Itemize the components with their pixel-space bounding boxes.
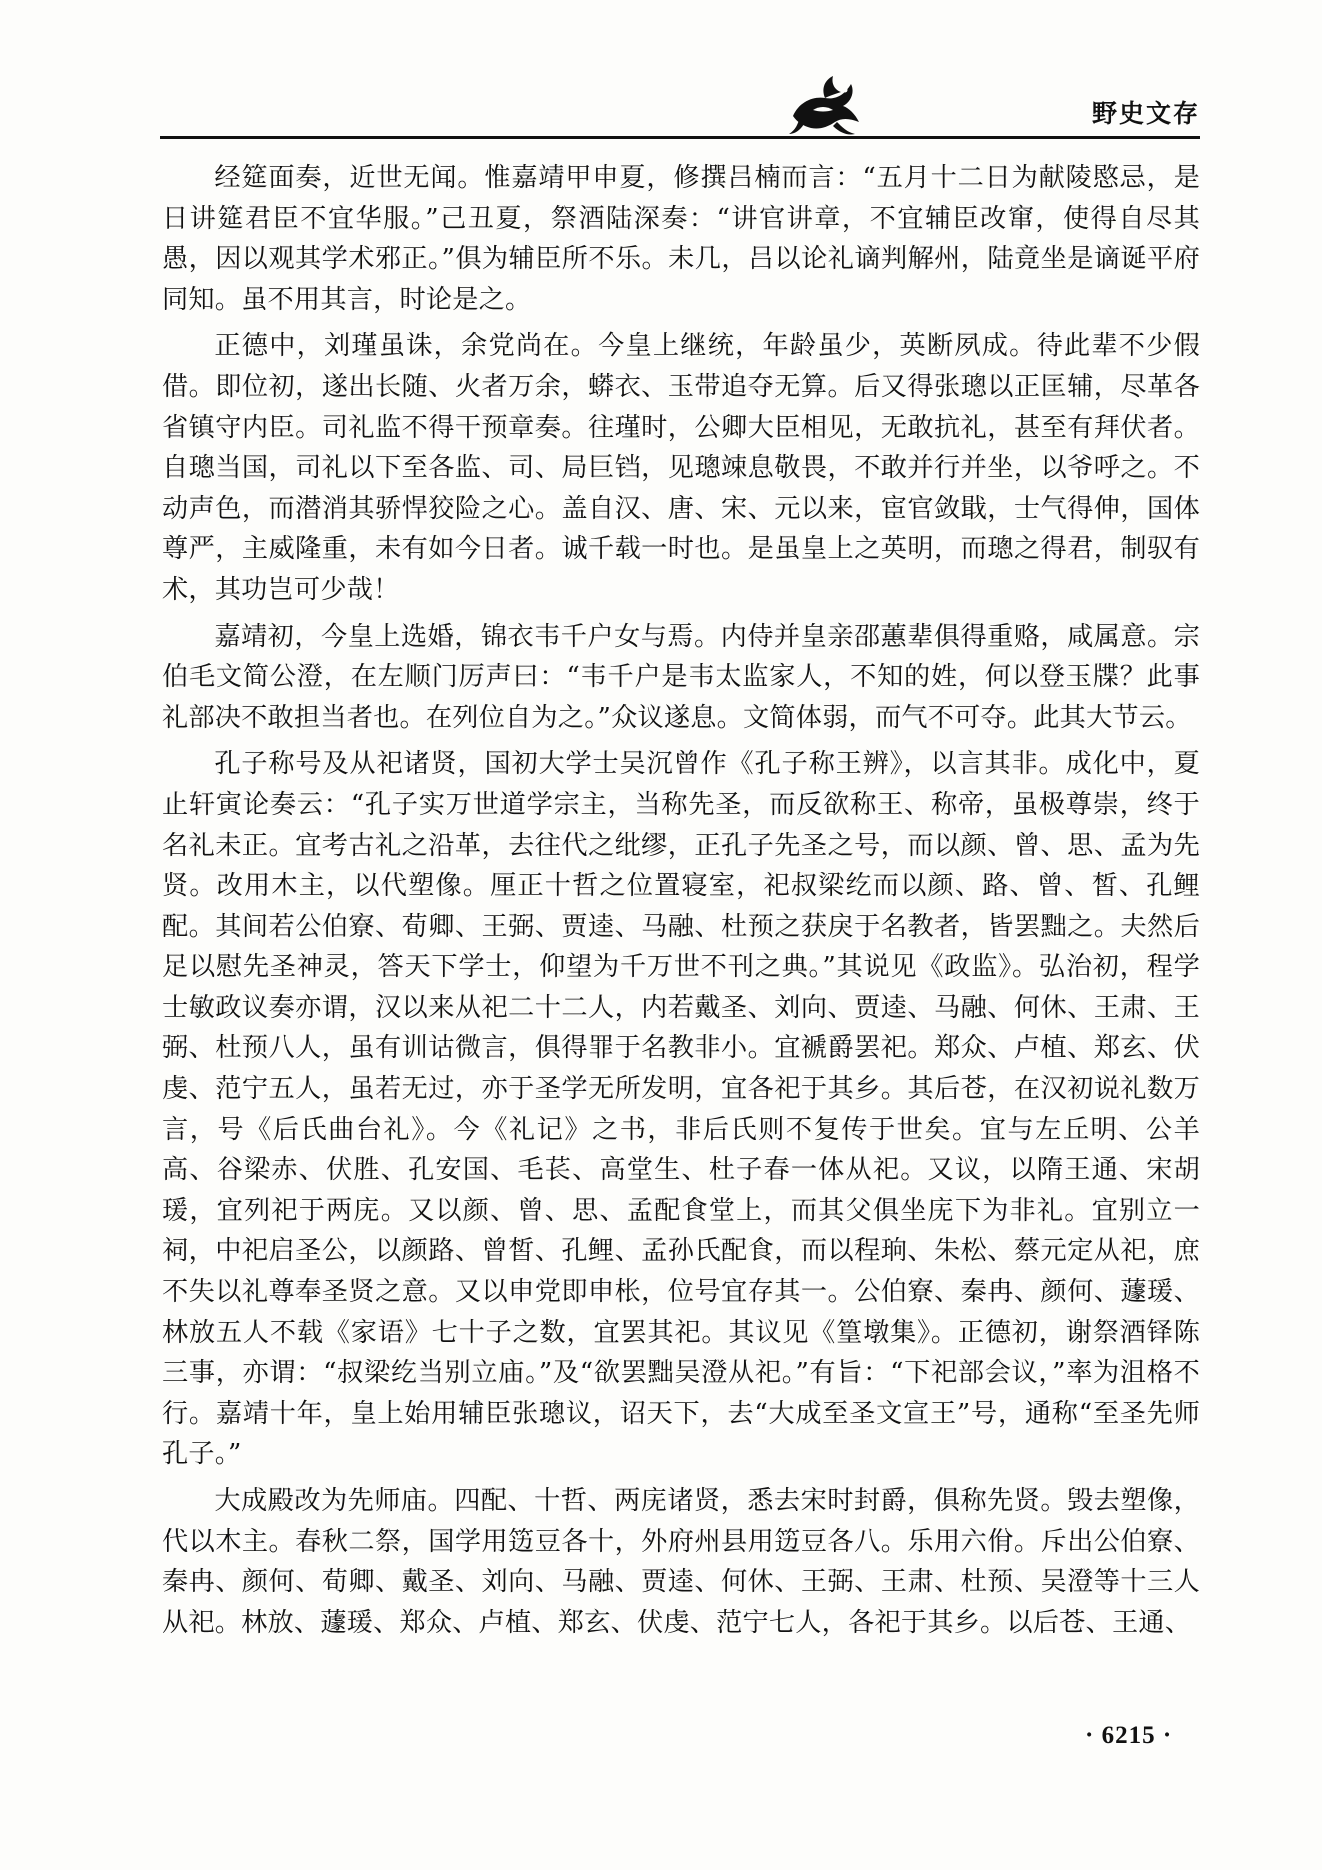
paragraph-5: 大成殿改为先师庙。四配、十哲、两庑诸贤，悉去宋时封爵，俱称先贤。毁去塑像，代以木主。春秋二祭，国学用笾豆各十，外府州县用笾豆各八。乐用六佾。斥出公伯寮、秦冉、颜何、荀卿、戴圣、刘向、马融、贾逵、何休、王弼、王肃、杜预、吴澄等十三人从祀。林放、蘧瑗、郑众、卢植、郑玄、伏虔、范宁七人，各祀于其乡。以后苍、王通、 [162,1486,1200,1638]
paragraph-3: 嘉靖初，今皇上选婚，锦衣韦千户女与焉。内侍并皇亲邵蕙辈俱得重赂，咸属意。宗伯毛文简公澄，在左顺门厉声曰：“韦千户是韦太监家人，不知的姓，何以登玉牒？此事礼部决不敢担当者也。在列位自为之。”众议遂息。文简体弱，而气不可夺。此其大节云。 [162,621,1200,733]
paragraph-4: 孔子称号及从祀诸贤，国初大学士吴沉曾作《孔子称王辨》，以言其非。成化中，夏止轩寅论奏云：“孔子实万世道学宗主，当称先圣，而反欲称王、称帝，虽极尊崇，终于名礼未正。宜考古礼之沿革，去往代之纰缪，正孔子先圣之号，而以颜、曾、思、孟为先贤。改用木主，以代塑像。厘正十哲之位置寝室，祀叔梁纥而以颜、路、曾、皙、孔鲤配。其间若公伯寮、荀卿、王弼、贾逵、马融、杜预之获戾于名教者，皆罢黜之。夫然后足以慰先圣神灵，答天下学士，仰望为千万世不刊之典。”其说见《政监》。弘治初，程学士敏政议奏亦谓，汉以来从祀二十二人，内若戴圣、刘向、贾逵、马融、何休、王肃、王弼、杜预八人，虽有训诂微言，俱得罪于名教非小。宜褫爵罢祀。郑众、卢植、郑玄、伏虔、范宁五人，虽若无过，亦于圣学无所发明，宜各祀于其乡。其后苍，在汉初说礼数万言，号《后氏曲台礼》。今《礼记》之书，非后氏则不复传于世矣。宜与左丘明、公羊高、谷梁赤、伏胜、孔安国、毛苌、高堂生、杜子春一体从祀。又议，以隋王通、宋胡瑗，宜列祀于两庑。又以颜、曾、思、孟配食堂上，而其父俱坐庑下为非礼。宜别立一祠，中祀启圣公，以颜路、曾皙、孔鲤、孟孙氏配食，而以程珦、朱松、蔡元定从祀，庶不失以礼尊奉圣贤之意。又以申党即申枨，位号宜存其一。公伯寮、秦冉、颜何、蘧瑗、林放五人不载《家语》七十子之数，宜罢其祀。其议见《篁墩集》。正德初，谢祭酒铎陈三事，亦谓：“叔梁纥当别立庙。”及“欲罢黜吴澄从祀。”有旨：“下祀部会议，”率为沮格不行。嘉靖十年，皇上始用辅臣张璁议，诏天下，去“大成至圣文宣王”号，通称“至圣先师孔子。” [162,749,1200,1470]
main-text [162,158,1200,1649]
page-header [160,72,1200,144]
header-divider [160,136,1200,139]
series-title: 野史文存 [1091,99,1200,128]
dragon-emblem-icon [785,72,867,138]
paragraph-1: 经筵面奏，近世无闻。惟嘉靖甲申夏，修撰吕楠而言：“五月十二日为献陵愍忌，是日讲筵君臣不宜华服。”己丑夏，祭酒陆深奏：“讲官讲章，不宜辅臣改窜，使得自尽其愚，因以观其学术邪正。”俱为辅臣所不乐。未几，吕以论礼谪判解州，陆竟坐是谪诞平府同知。虽不用其言，时论是之。 [162,163,1200,315]
page-number: · 6215 · [1085,1722,1173,1749]
paragraph-2: 正德中，刘瑾虽诛，余党尚在。今皇上继统，年龄虽少，英断夙成。待此辈不少假借。即位初，遂出长随、火者万余，蟒衣、玉带追夺无算。后又得张璁以正匡辅，尽革各省镇守内臣。司礼监不得干预章奏。往瑾时，公卿大臣相见，无敢抗礼，甚至有拜伏者。自璁当国，司礼以下至各监、司、局巨铛，见璁竦息敬畏，不敢并行并坐，以爷呼之。不动声色，而潜消其骄悍狡险之心。盖自汉、唐、宋、元以来，宦官敛戢，士气得伸，国体尊严，主威隆重，未有如今日者。诚千载一时也。是虽皇上之英明，而璁之得君，制驭有术，其功岂可少哉！ [162,331,1200,605]
